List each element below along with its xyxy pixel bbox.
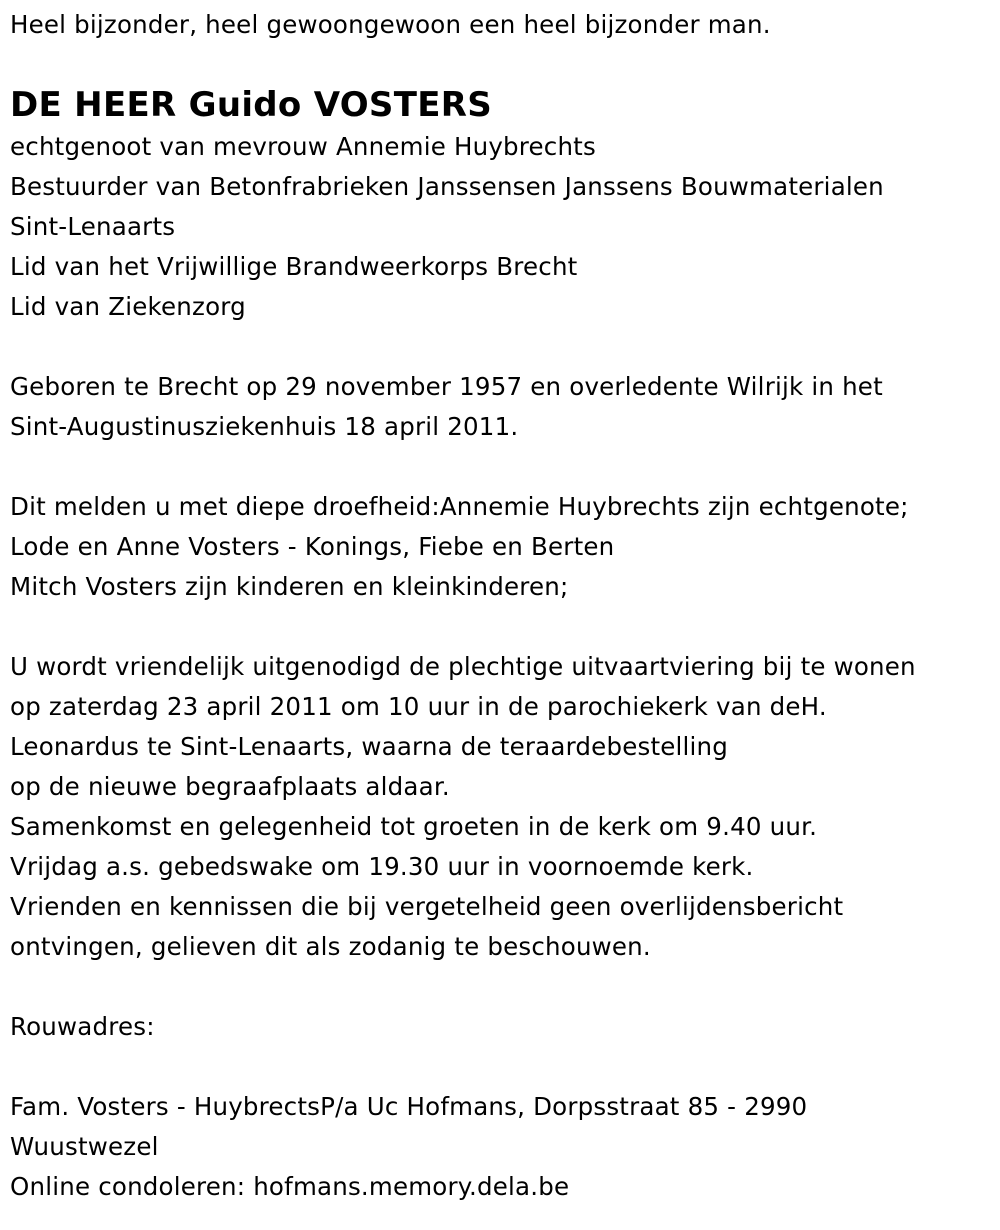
roles-block — [10, 127, 995, 327]
ceremony-line: op zaterdag 23 april 2011 om 10 uur in de parochiekerk van deH. — [10, 692, 827, 721]
obituary-notice — [10, 0, 995, 1207]
ceremony-line: U wordt vriendelijk uitgenodigd de plechtige uitvaartviering bij te wonen — [10, 652, 916, 681]
family-line: Mitch Vosters zijn kinderen en kleinkinderen; — [10, 572, 569, 601]
family-line: Dit melden u met diepe droefheid:Annemie Huybrechts zijn echtgenote; — [10, 492, 909, 521]
ceremony-block — [10, 647, 995, 967]
ceremony-line: ontvingen, gelieven dit als zodanig te beschouwen. — [10, 932, 651, 961]
address-label: Rouwadres: — [10, 1012, 155, 1041]
online-condolence-text: Online condoleren: hofmans.memory.dela.be — [10, 1172, 570, 1201]
family-block — [10, 487, 995, 607]
ceremony-line: op de nieuwe begraafplaats aldaar. — [10, 772, 450, 801]
spacer — [10, 1047, 995, 1087]
address-line: Fam. Vosters - HuybrectsP/a Uc Hofmans, Dorpsstraat 85 - 2990 — [10, 1092, 808, 1121]
ceremony-line: Samenkomst en gelegenheid tot groeten in de kerk om 9.40 uur. — [10, 812, 818, 841]
role-line: echtgenoot van mevrouw Annemie Huybrechts — [10, 132, 596, 161]
role-line: Lid van het Vrijwillige Brandweerkorps Brecht — [10, 252, 578, 281]
ceremony-line: Vrijdag a.s. gebedswake om 19.30 uur in voornoemde kerk. — [10, 852, 754, 881]
family-line: Lode en Anne Vosters - Konings, Fiebe en Berten — [10, 532, 615, 561]
address-line: Wuustwezel — [10, 1132, 159, 1161]
deceased-name-heading: DE HEER Guido VOSTERS — [10, 85, 493, 125]
role-line: Lid van Ziekenzorg — [10, 292, 246, 321]
spacer — [10, 607, 995, 647]
spacer — [10, 447, 995, 487]
birth-death-line: Geboren te Brecht op 29 november 1957 en overledente Wilrijk in het — [10, 372, 883, 401]
ceremony-line: Vrienden en kennissen die bij vergetelheid geen overlijdensbericht — [10, 892, 844, 921]
role-line: Bestuurder van Betonfrabrieken Janssensen Janssens Bouwmaterialen — [10, 172, 884, 201]
address-block — [10, 1087, 995, 1167]
birth-death-line: Sint-Augustinusziekenhuis 18 april 2011. — [10, 412, 519, 441]
intro-text: Heel bijzonder, heel gewoongewoon een heel bijzonder man. — [10, 10, 771, 39]
spacer — [10, 967, 995, 1007]
ceremony-line: Leonardus te Sint-Lenaarts, waarna de teraardebestelling — [10, 732, 729, 761]
spacer — [10, 327, 995, 367]
role-line: Sint-Lenaarts — [10, 212, 176, 241]
birth-death-block — [10, 367, 995, 447]
